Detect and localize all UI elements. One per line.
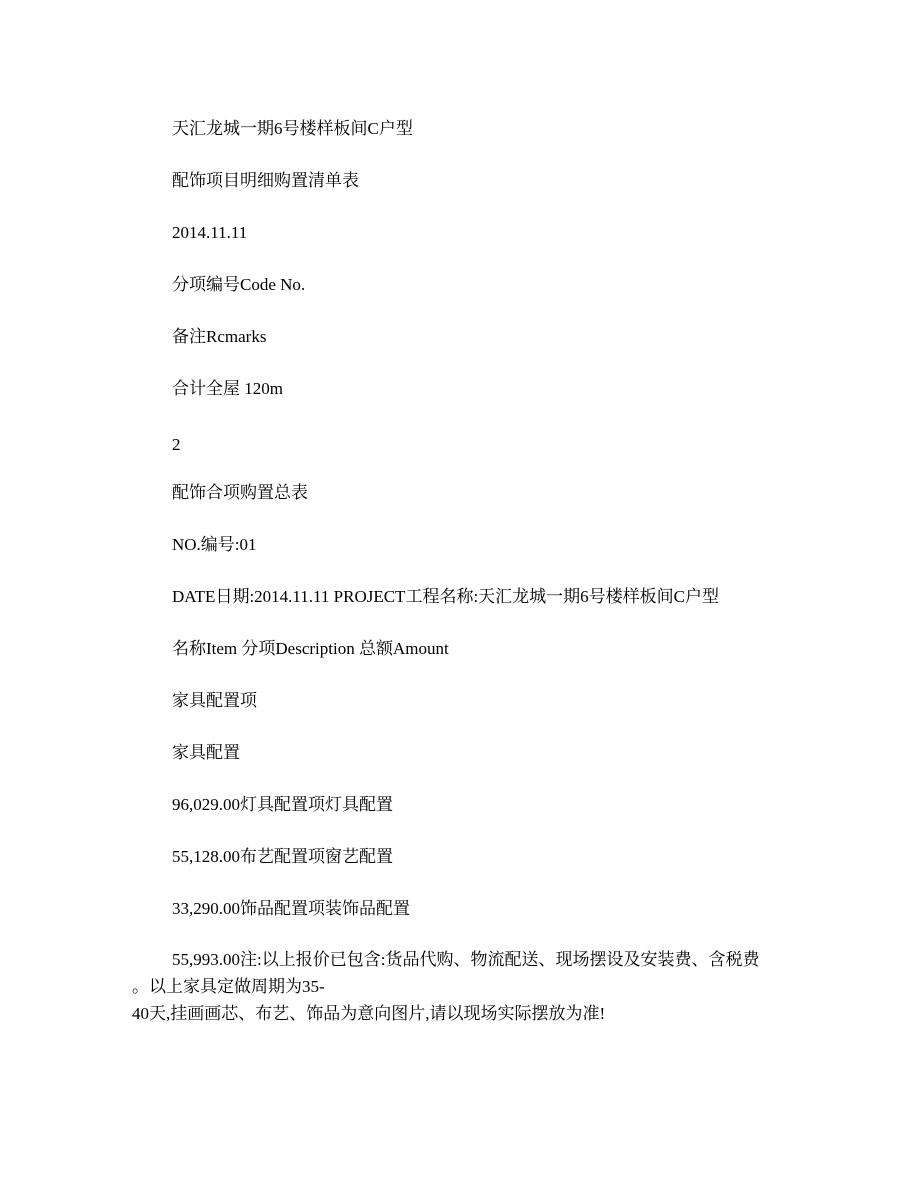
note-line-1: 55,993.00注:以上报价已包含:货品代购、物流配送、现场摆设及安装费、含税费: [172, 950, 760, 969]
area-superscript: 2: [172, 435, 181, 454]
summary-title: 配饰合项购置总表: [172, 483, 308, 502]
document-title: 天汇龙城一期6号楼样板间C户型: [172, 119, 413, 138]
number-line: NO.编号:01: [172, 535, 257, 554]
document-subtitle: 配饰项目明细购置清单表: [172, 171, 359, 190]
document-date: 2014.11.11: [172, 223, 248, 242]
date-project-line: DATE日期:2014.11.11 PROJECT工程名称:天汇龙城一期6号楼样板间C户型: [172, 587, 720, 606]
row-decor: 33,290.00饰品配置项装饰品配置: [172, 899, 410, 918]
note-line-2: 。以上家具定做周期为35-: [132, 977, 325, 996]
total-area: 合计全屋 120m: [172, 379, 283, 398]
row-lighting: 96,029.00灯具配置项灯具配置: [172, 795, 393, 814]
columns-line: 名称Item 分项Description 总额Amount: [172, 639, 449, 658]
code-label: 分项编号Code No.: [172, 275, 306, 294]
furniture-item: 家具配置项: [172, 691, 257, 710]
note-line-3: 40天,挂画画芯、布艺、饰品为意向图片,请以现场实际摆放为准!: [132, 1004, 606, 1023]
note-paragraph: [132, 940, 792, 1034]
row-fabric: 55,128.00布艺配置项窗艺配置: [172, 847, 393, 866]
remarks-label: 备注Rcmarks: [172, 327, 267, 346]
furniture-config: 家具配置: [172, 743, 240, 762]
